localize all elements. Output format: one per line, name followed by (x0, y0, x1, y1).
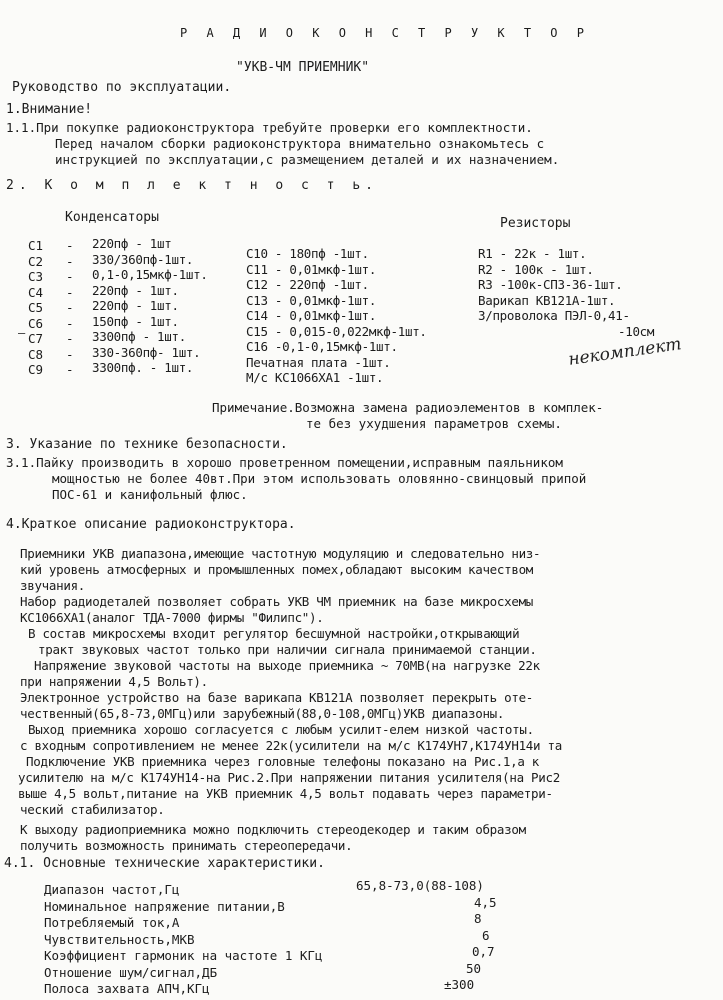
capacitor-value: 3300пф. - 1шт. (92, 360, 194, 375)
paragraph-line: Напряжение звуковой частоты на выходе приемника ~ 70МВ(на нагрузке 22к (34, 658, 540, 673)
capacitor-id: C1 (28, 238, 44, 253)
dash-separator: - (66, 300, 74, 315)
spec-label: Номинальное напряжение питании,В (44, 898, 285, 914)
resistor-item: R2 - 100к - 1шт. (478, 261, 594, 277)
paragraph-line: Электронное устройство на базе варикапа КВ121А позволяет перекрыть оте- (20, 690, 534, 705)
dash-separator: - (66, 269, 74, 284)
capacitor-item: C14 - 0,01мкф-1шт. (246, 308, 377, 323)
margin-mark: — (18, 326, 26, 340)
document-subtitle: "УКВ-ЧМ ПРИЕМНИК" (236, 60, 370, 75)
capacitor-id: C3 (28, 269, 44, 284)
section1-line: 1.1.При покупке радиоконструктора требуйте проверки его комплектности. (6, 120, 533, 135)
spec-value: ±300 (444, 977, 475, 992)
capacitor-item: М/с КС1066ХА1 -1шт. (246, 370, 384, 385)
dash-separator: - (66, 315, 74, 331)
capacitor-item: C10 - 180пф -1шт. (246, 246, 369, 261)
capacitor-value: 330/360пф-1шт. (92, 251, 194, 267)
section1-heading: 1.Внимание! (6, 102, 93, 117)
capacitor-item: C15 - 0,015-0,022мкф-1шт. (246, 323, 427, 339)
paragraph-line: КС1066ХА1(аналог ТДА-7000 фирмы "Филипс"). (20, 610, 324, 625)
spec-value: 6 (482, 927, 490, 943)
capacitor-id: C5 (28, 300, 44, 315)
paragraph-line: кий уровень атмосферных и промышленных помех,обладают высоким качеством (20, 562, 534, 577)
section3-line: мощностью не более 40вт.При этом использовать оловянно-свинцовый припой (52, 471, 587, 486)
section2-heading: 2. К о м п л е к т н о с т ь. (6, 178, 378, 193)
capacitor-item: C12 - 220пф -1шт. (246, 277, 369, 292)
dash-separator: - (66, 284, 74, 300)
capacitor-value: 220пф - 1шт. (92, 298, 179, 313)
capacitor-id: C9 (28, 362, 44, 377)
capacitor-id: C6 (28, 315, 44, 331)
capacitor-id: C7 (28, 331, 44, 346)
capacitor-value: 0,1-0,15мкф-1шт. (92, 267, 208, 282)
document-title: Р А Д И О К О Н С Т Р У К Т О Р (180, 26, 590, 40)
spec-label: Диапазон частот,Гц (44, 882, 180, 897)
resistor-item: R1 - 22к - 1шт. (478, 246, 587, 261)
paragraph-line: Набор радиодеталей позволяет собрать УКВ ЧМ приемник на базе микросхемы (20, 594, 534, 609)
note-line: Примечание.Возможна замена радиоэлементов в комплек- (212, 400, 604, 415)
paragraph-line: ческий стабилизатор. (20, 802, 165, 817)
dash-separator: - (66, 362, 74, 377)
capacitor-value: 3300пф - 1шт. (92, 329, 186, 344)
paragraph-line: выше 4,5 вольт,питание на УКВ приемник 4,5 вольт подавать через параметри- (18, 786, 553, 801)
resistor-item: Варикап КВ121А-1шт. (478, 292, 616, 308)
paragraph-line: усилителю на м/с К174УН14-на Рис.2.При напряжении питания усилителя(на Рис2 (18, 770, 560, 785)
section1-line: инструкцией по эксплуатации,с размещением деталей и их назначением. (55, 152, 560, 167)
capacitor-id: C4 (28, 284, 44, 300)
paragraph-line: с входным сопротивлением не менее 22к(усилители на м/с К174УН7,К174УН14и та (20, 738, 562, 753)
spec-label: Отношение шум/сигнал,ДБ (44, 964, 218, 980)
paragraph-line: при напряжении 4,5 Вольт). (20, 674, 208, 689)
spec-value: 8 (474, 911, 482, 926)
capacitor-item: Печатная плата -1шт. (246, 354, 391, 370)
paragraph-line: Подключение УКВ приемника через головные телефоны показано на Рис.1,а к (26, 754, 540, 769)
capacitor-value: 330-360пф- 1шт. (92, 344, 201, 360)
capacitor-item: C11 - 0,01мкф-1шт. (246, 261, 377, 277)
capacitor-value: 150пф - 1шт. (92, 313, 179, 329)
capacitor-item: C16 -0,1-0,15мкф-1шт. (246, 339, 398, 354)
section4-heading: 4.Краткое описание радиоконструктора. (6, 517, 296, 532)
section1-line: Перед началом сборки радиоконструктора внимательно ознакомьтесь с (55, 136, 545, 151)
spec-value: 4,5 (474, 894, 497, 910)
paragraph-line: тракт звуковых частот только при наличии сигнала принимаемой станции. (38, 642, 537, 657)
note-line: те без ухудшения параметров схемы. (306, 416, 562, 431)
spec-label: Полоса захвата АПЧ,КГц (44, 981, 210, 996)
paragraph-line: звучания. (20, 578, 86, 593)
section3-line: ПОС-61 и канифольный флюс. (52, 487, 248, 502)
section3-line: 3.1.Пайку производить в хорошо проветренном помещении,исправным паяльником (6, 455, 563, 470)
capacitor-value: 220пф - 1шт. (92, 282, 179, 298)
capacitor-item: C13 - 0,01мкф-1шт. (246, 292, 377, 308)
capacitor-value: 220пф - 1шт (92, 236, 172, 251)
resistor-item: R3 -100к-СП3-36-1шт. (478, 277, 623, 292)
spec-label: Коэффициент гармоник на частоте 1 КГц (44, 948, 323, 963)
paragraph-line: Выход приемника хорошо согласуется с любым усилит-елем низкой частоты. (28, 722, 534, 737)
resistor-item: 3/проволока ПЭЛ-0,41- (478, 308, 630, 323)
specs-heading: 4.1. Основные технические характеристики. (4, 856, 325, 871)
resistor-item: -10см (618, 323, 655, 339)
capacitor-id: C8 (28, 346, 44, 362)
capacitor-id: C2 (28, 253, 44, 269)
capacitors-label: Конденсаторы (65, 210, 159, 225)
handwritten-signature: некомплект (567, 334, 683, 370)
section3-heading: 3. Указание по технике безопасности. (6, 437, 288, 452)
spec-label: Потребляемый ток,А (44, 915, 180, 930)
dash-separator: - (66, 238, 74, 253)
spec-value: 0,7 (472, 944, 495, 959)
spec-value: 65,8-73,0(88-108) (356, 878, 484, 893)
resistors-label: Резисторы (500, 216, 571, 231)
dash-separator: - (66, 346, 74, 362)
paragraph-line: Приемники УКВ диапазона,имеющие частотную модуляцию и следовательно низ- (20, 546, 541, 561)
paragraph-line: В состав микросхемы входит регулятор бесшумной настройки,открывающий (28, 626, 520, 641)
manual-heading: Руководство по эксплуатации. (12, 80, 232, 95)
paragraph-line: чественный(65,8-73,0МГц)или зарубежный(88,0-108,0МГц)УКВ диапазоны. (20, 706, 505, 721)
dash-separator: - (66, 253, 74, 269)
spec-label: Чувствительность,МКВ (44, 931, 195, 947)
paragraph-line: получить возможность принимать стереопередачи. (20, 838, 353, 853)
paragraph-line: К выходу радиоприемника можно подключить стереодекодер и таким образом (20, 822, 526, 837)
spec-value: 50 (466, 960, 482, 976)
dash-separator: - (66, 331, 74, 346)
